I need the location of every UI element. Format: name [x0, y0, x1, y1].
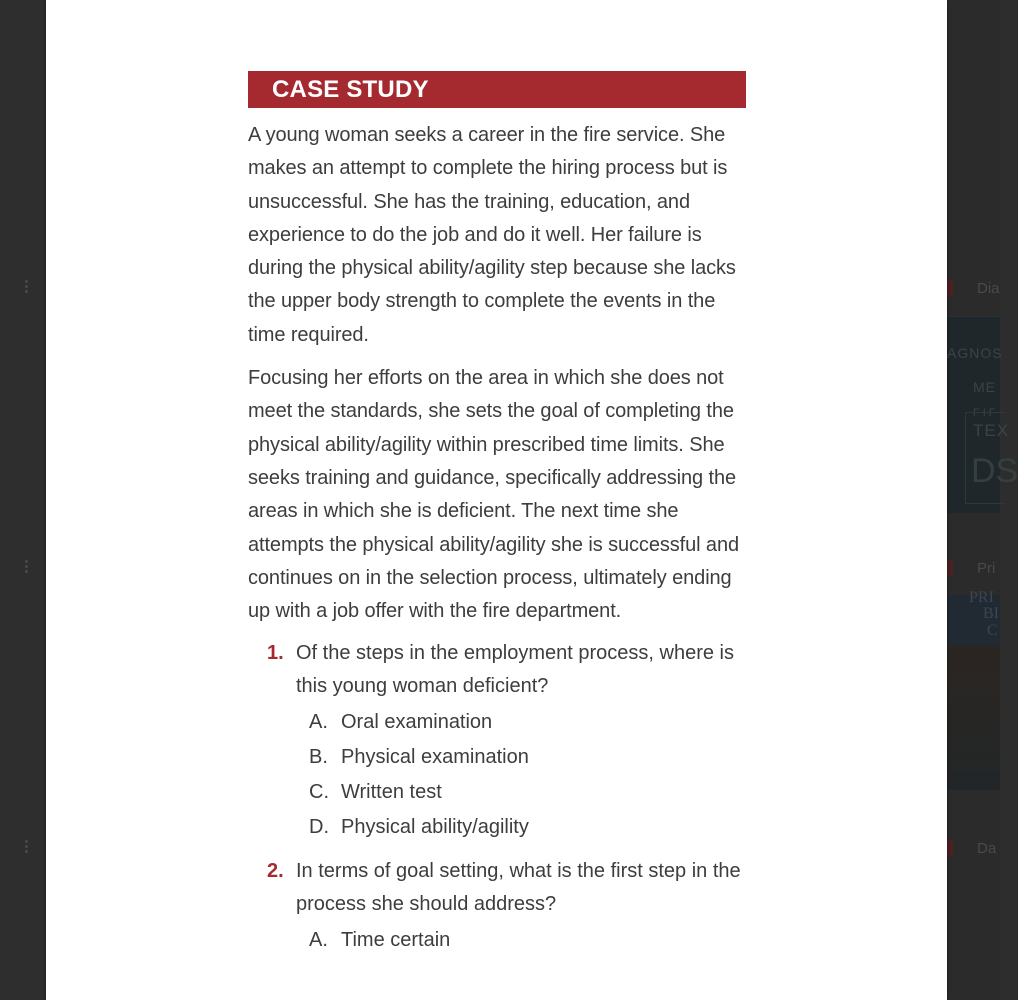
option-letter: A. — [309, 929, 328, 952]
option-text: Time certain — [341, 929, 451, 952]
sidebar-item[interactable] — [947, 834, 1000, 862]
option-letter: D. — [309, 816, 329, 839]
option-text: Oral examination — [341, 711, 493, 734]
sidebar-item[interactable] — [947, 274, 1000, 302]
question-text: In terms of goal setting, what is the first step in the process she should address? — [296, 860, 741, 916]
more-vertical-icon[interactable] — [24, 840, 30, 860]
question-1 — [248, 637, 746, 845]
answer-option[interactable] — [296, 705, 746, 740]
answer-option[interactable] — [296, 923, 746, 958]
more-vertical-icon[interactable] — [24, 560, 30, 580]
more-vertical-icon[interactable] — [24, 280, 30, 300]
cover-text: C — [987, 622, 998, 639]
sidebar-item-title: Pri — [977, 559, 996, 577]
cover-text: FIF — [973, 407, 999, 419]
pdf-badge-icon — [947, 560, 953, 576]
answer-option[interactable] — [296, 775, 746, 810]
cover-text: BI — [983, 605, 999, 622]
question-text: Of the steps in the employment process, where is this young woman deficient? — [296, 642, 734, 698]
right-sidebar — [947, 0, 1018, 1000]
cover-text: AGNOS — [947, 345, 1003, 361]
answer-options — [296, 923, 746, 958]
option-letter: B. — [309, 746, 328, 769]
paragraph: Focusing her efforts on the area in which she does not meet the standards, she sets the goal of completing the physical ability/agility within prescribed time limits. She seeks training and guidance, specifically addressing the areas in which she is deficient. The next time she attempts the physical ability/agility she is successful and continues on in the selection process, ultimately ending up with a job offer with the fire department. — [248, 367, 740, 623]
book-cover-thumbnail[interactable] — [947, 589, 1000, 790]
cover-text: PRI — [969, 589, 994, 606]
sidebar-item-title: Da — [977, 839, 997, 857]
pdf-badge-icon — [947, 280, 953, 296]
sidebar-item-title: Dia — [977, 279, 1000, 297]
question-2 — [248, 855, 746, 958]
option-text: Physical ability/agility — [341, 816, 529, 839]
document-page — [46, 0, 947, 1000]
section-header: CASE STUDY — [248, 71, 746, 108]
sidebar-item[interactable] — [947, 554, 1000, 582]
answer-options — [296, 705, 746, 845]
cover-text: TEX — [973, 421, 1010, 440]
option-letter: C. — [309, 781, 329, 804]
book-cover-thumbnail[interactable] — [947, 316, 1018, 513]
answer-option[interactable] — [296, 810, 746, 845]
paragraph: A young woman seeks a career in the fire service. She makes an attempt to complete the hiring process but is unsuccessful. She has the training, education, and experience to do the job and do it well. Her failure is during the physical ability/agility step because she lacks the upper body strength to complete the events in the time required. — [248, 124, 736, 346]
answer-option[interactable] — [296, 740, 746, 775]
option-text: Written test — [341, 781, 442, 804]
option-letter: A. — [309, 711, 328, 734]
case-study-section — [248, 71, 746, 958]
question-number: 2. — [267, 860, 284, 883]
cover-text: ME — [973, 379, 996, 395]
cover-title: DS — [971, 452, 1018, 490]
left-rail — [0, 0, 46, 1000]
option-text: Physical examination — [341, 746, 529, 769]
pdf-badge-icon — [947, 840, 953, 856]
question-number: 1. — [267, 642, 284, 665]
